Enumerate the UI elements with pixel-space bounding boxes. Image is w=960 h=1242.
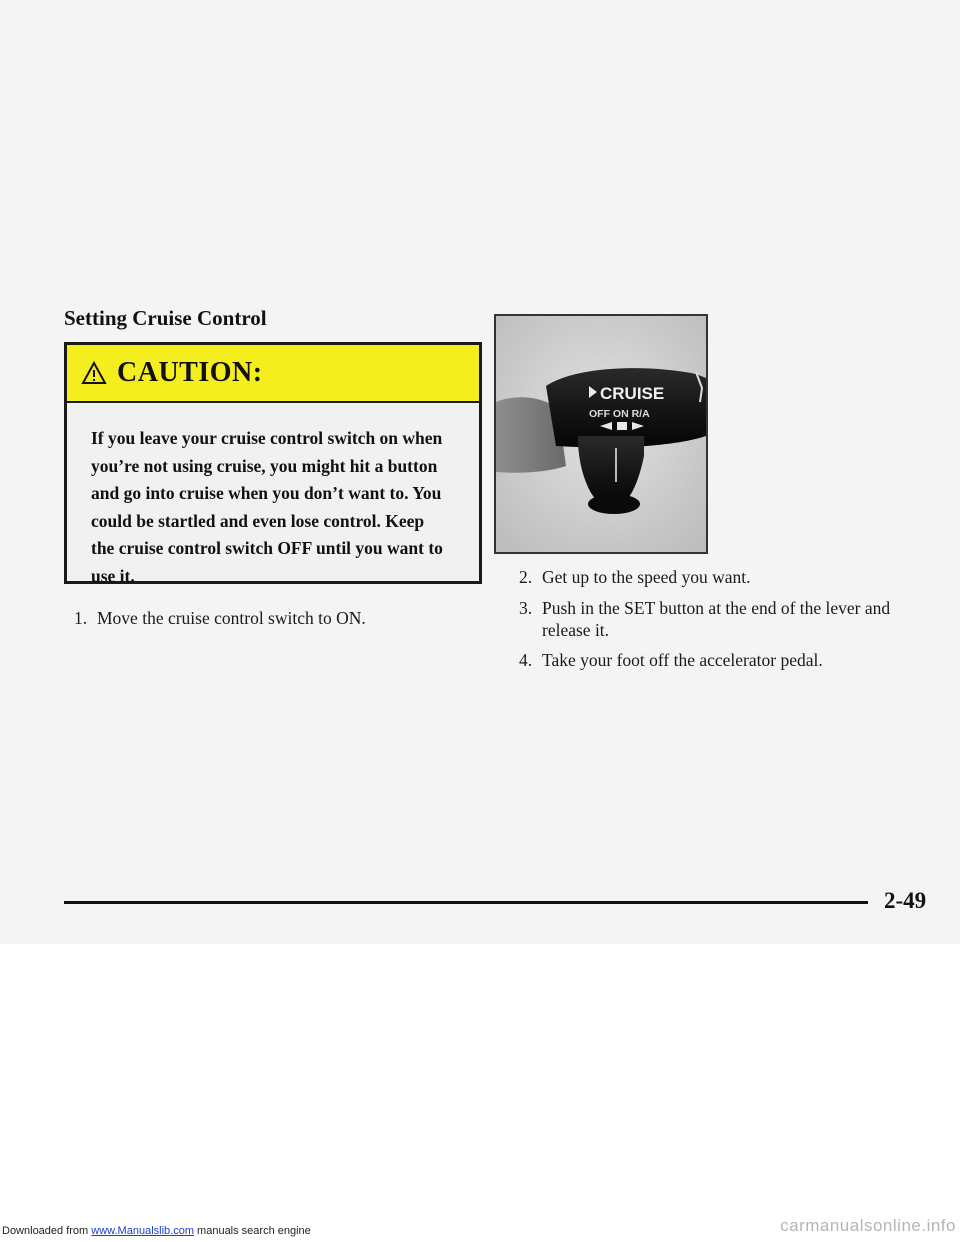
step-text: Push in the SET button at the end of the lever and release it.: [542, 598, 891, 640]
step-number: 3.: [519, 598, 533, 618]
step-text: Take your foot off the accelerator pedal.: [542, 650, 823, 670]
footer-prefix: Downloaded from: [2, 1225, 89, 1237]
switch-label-positions: OFF ON R/A: [589, 408, 650, 420]
cruise-lever-photo: [494, 314, 708, 554]
switch-label-cruise: CRUISE: [600, 384, 665, 403]
step-number: 1.: [74, 608, 88, 628]
step-3: [519, 597, 909, 641]
footer-rule: [64, 901, 868, 904]
footer-suffix: manuals search engine: [197, 1225, 311, 1237]
caution-body: If you leave your cruise control switch on when you’re not using cruise, you might hit a button and go into cruise when you don’t want to. You could be startled and even lose control. Keep the cruise control switch OFF until you want to use it.: [91, 428, 443, 586]
page-number: 2-49: [884, 888, 927, 913]
watermark: carmanualsonline.info: [780, 1216, 956, 1235]
cruise-lever-image: [496, 316, 706, 552]
step-number: 2.: [519, 567, 533, 587]
step-1: [74, 607, 494, 629]
download-footer: [2, 1225, 311, 1237]
warning-triangle-icon: [81, 361, 107, 385]
step-4: [519, 649, 909, 671]
caution-header: [67, 345, 479, 403]
step-text: Get up to the speed you want.: [542, 567, 751, 587]
section-heading: Setting Cruise Control: [64, 306, 267, 330]
caution-box: [64, 342, 482, 584]
manualslib-link[interactable]: www.Manualslib.com: [91, 1225, 194, 1237]
caution-title: CAUTION:: [117, 357, 263, 388]
step-text: Move the cruise control switch to ON.: [97, 608, 366, 628]
step-2: [519, 566, 909, 588]
step-number: 4.: [519, 650, 533, 670]
